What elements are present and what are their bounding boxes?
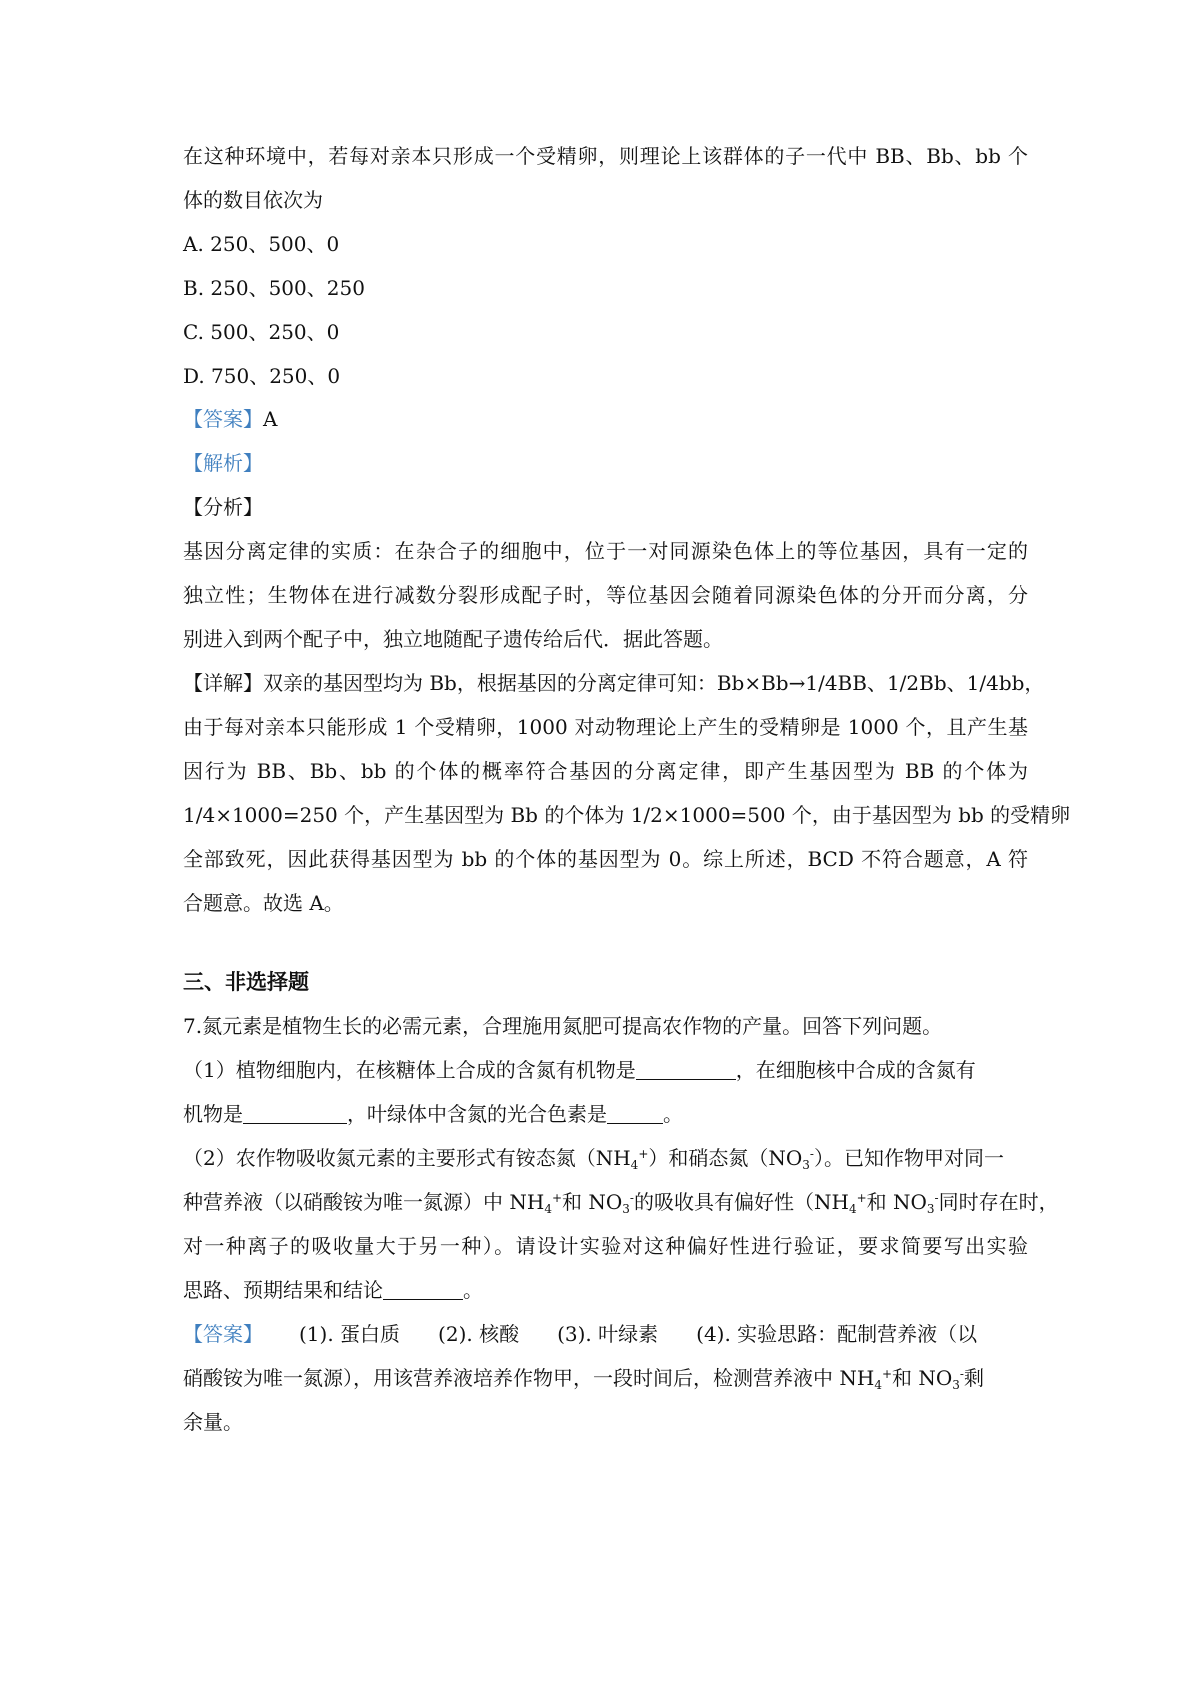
q7-p2-text: 的吸收具有偏好性（NH [633, 1190, 849, 1214]
answer-blank-2[interactable] [243, 1105, 347, 1124]
analysis-line-2: 独立性；生物体在进行减数分裂形成配子时，等位基因会随着同源染色体的分开而分离，分 [183, 583, 1028, 607]
superscript: + [881, 1367, 893, 1381]
q7-p1-text-c: 机物是 [183, 1102, 243, 1126]
answer-text: 和 NO [892, 1366, 953, 1390]
detail-line-1 [183, 671, 1045, 695]
answer-item-4: (4). 实验思路：配制营养液（以 [696, 1322, 978, 1346]
q6-answer [183, 409, 277, 429]
answer-item-3: (3). 叶绿素 [557, 1322, 659, 1346]
q7-p2-text: ）和硝态氮（NO [648, 1146, 803, 1170]
detail-tag: 【详解】 [183, 671, 263, 695]
superscript: + [551, 1191, 563, 1205]
subscript: 3 [952, 1378, 960, 1392]
superscript: - [809, 1147, 814, 1161]
subscript: 4 [848, 1202, 857, 1216]
superscript: - [934, 1191, 939, 1205]
q6-stem-line1: 在这种环境中，若每对亲本只形成一个受精卵，则理论上该群体的子一代中 BB、Bb、bb 个 [183, 144, 1028, 168]
answer-text: 硝酸铵为唯一氮源），用该营养液培养作物甲，一段时间后，检测营养液中 NH [183, 1366, 875, 1390]
detail-line-3: 因行为 BB、Bb、bb 的个体的概率符合基因的分离定律，即产生基因型为 BB 的个体为 [183, 759, 1028, 783]
subscript: 3 [926, 1202, 935, 1216]
section-heading: 三、非选择题 [183, 970, 309, 994]
answer-text: 剩 [963, 1366, 984, 1390]
q7-answer-line1 [183, 1324, 977, 1344]
superscript: + [856, 1191, 867, 1205]
q7-p2-text: 和 NO [562, 1190, 623, 1214]
answer-blank-4[interactable] [383, 1281, 463, 1300]
q7-p2-text: 同时存在时， [938, 1190, 1059, 1214]
q7-part2-line2 [183, 1192, 1059, 1215]
q7-p2-text: ）。已知作物甲对同一 [813, 1146, 1004, 1170]
fenxi-tag: 【分析】 [183, 495, 263, 519]
answer-blank-3[interactable] [607, 1105, 663, 1124]
subscript: 4 [544, 1202, 552, 1216]
q6-option-a: A. 250、500、0 [183, 232, 340, 256]
subscript: 4 [874, 1378, 882, 1392]
answer-item-1: (1). 蛋白质 [299, 1322, 401, 1346]
q6-option-d: D. 750、250、0 [183, 364, 341, 388]
q7-part2-line4 [183, 1280, 483, 1300]
detail-first: 双亲的基因型均为 Bb，根据基因的分离定律可知：Bb×Bb→1/4BB、1/2Bb、1/4bb， [263, 671, 1045, 695]
q7-stem: 7.氮元素是植物生长的必需元素，合理施用氮肥可提高农作物的产量。回答下列问题。 [183, 1014, 943, 1038]
subscript: 3 [622, 1202, 630, 1216]
q6-option-b: B. 250、500、250 [183, 276, 365, 300]
q7-part2-line3: 对一种离子的吸收量大于另一种）。请设计实验对这种偏好性进行验证，要求简要写出实验 [183, 1234, 1028, 1258]
q7-p2-text: （2）农作物吸收氮元素的主要形式有铵态氮（NH [183, 1146, 631, 1170]
q7-p2-text: 种营养液（以硝酸铵为唯一氮源）中 NH [183, 1190, 545, 1214]
q7-part1-line1 [183, 1060, 976, 1080]
q6-stem-line2: 体的数目依次为 [183, 188, 323, 212]
superscript: + [638, 1147, 649, 1161]
answer-blank-1[interactable] [636, 1061, 736, 1080]
q7-answer-line2 [183, 1368, 984, 1391]
q7-part1-line2 [183, 1104, 683, 1124]
superscript: - [959, 1367, 964, 1381]
answer-item-2: (2). 核酸 [438, 1322, 520, 1346]
q7-part2-line1 [183, 1148, 1004, 1171]
subscript: 3 [802, 1158, 810, 1172]
detail-line-6: 合题意。故选 A。 [183, 891, 344, 915]
superscript: - [629, 1191, 634, 1205]
analysis-tag: 【解析】 [183, 451, 263, 475]
q7-p1-text-d: ，叶绿体中含氮的光合色素是 [347, 1102, 607, 1126]
q7-p1-text-b: ，在细胞核中合成的含氮有 [735, 1058, 976, 1082]
q7-p1-text-a: （1）植物细胞内，在核糖体上合成的含氮有机物是 [183, 1058, 636, 1082]
subscript: 4 [630, 1158, 639, 1172]
analysis-line-3: 别进入到两个配子中，独立地随配子遗传给后代．据此答题。 [183, 627, 723, 651]
detail-line-5: 全部致死，因此获得基因型为 bb 的个体的基因型为 0。综上所述，BCD 不符合题意，A 符 [183, 847, 1028, 871]
answer-tag: 【答案】 [183, 407, 263, 431]
q7-p2-text: 和 NO [866, 1190, 927, 1214]
q7-p2-text: 思路、预期结果和结论 [183, 1278, 383, 1302]
detail-line-2: 由于每对亲本只能形成 1 个受精卵，1000 对动物理论上产生的受精卵是 1000 个，且产生基 [183, 715, 1028, 739]
answer-tag: 【答案】 [183, 1322, 263, 1346]
q7-p2-text: 。 [463, 1278, 483, 1302]
detail-line-4: 1/4×1000=250 个，产生基因型为 Bb 的个体为 1/2×1000=500 个，由于基因型为 bb 的受精卵 [183, 803, 1071, 827]
answer-value: A [263, 407, 278, 431]
q6-option-c: C. 500、250、0 [183, 320, 340, 344]
q7-answer-line3: 余量。 [183, 1410, 243, 1434]
q7-p1-text-e: 。 [663, 1102, 683, 1126]
analysis-line-1: 基因分离定律的实质：在杂合子的细胞中，位于一对同源染色体上的等位基因，具有一定的 [183, 539, 1028, 563]
